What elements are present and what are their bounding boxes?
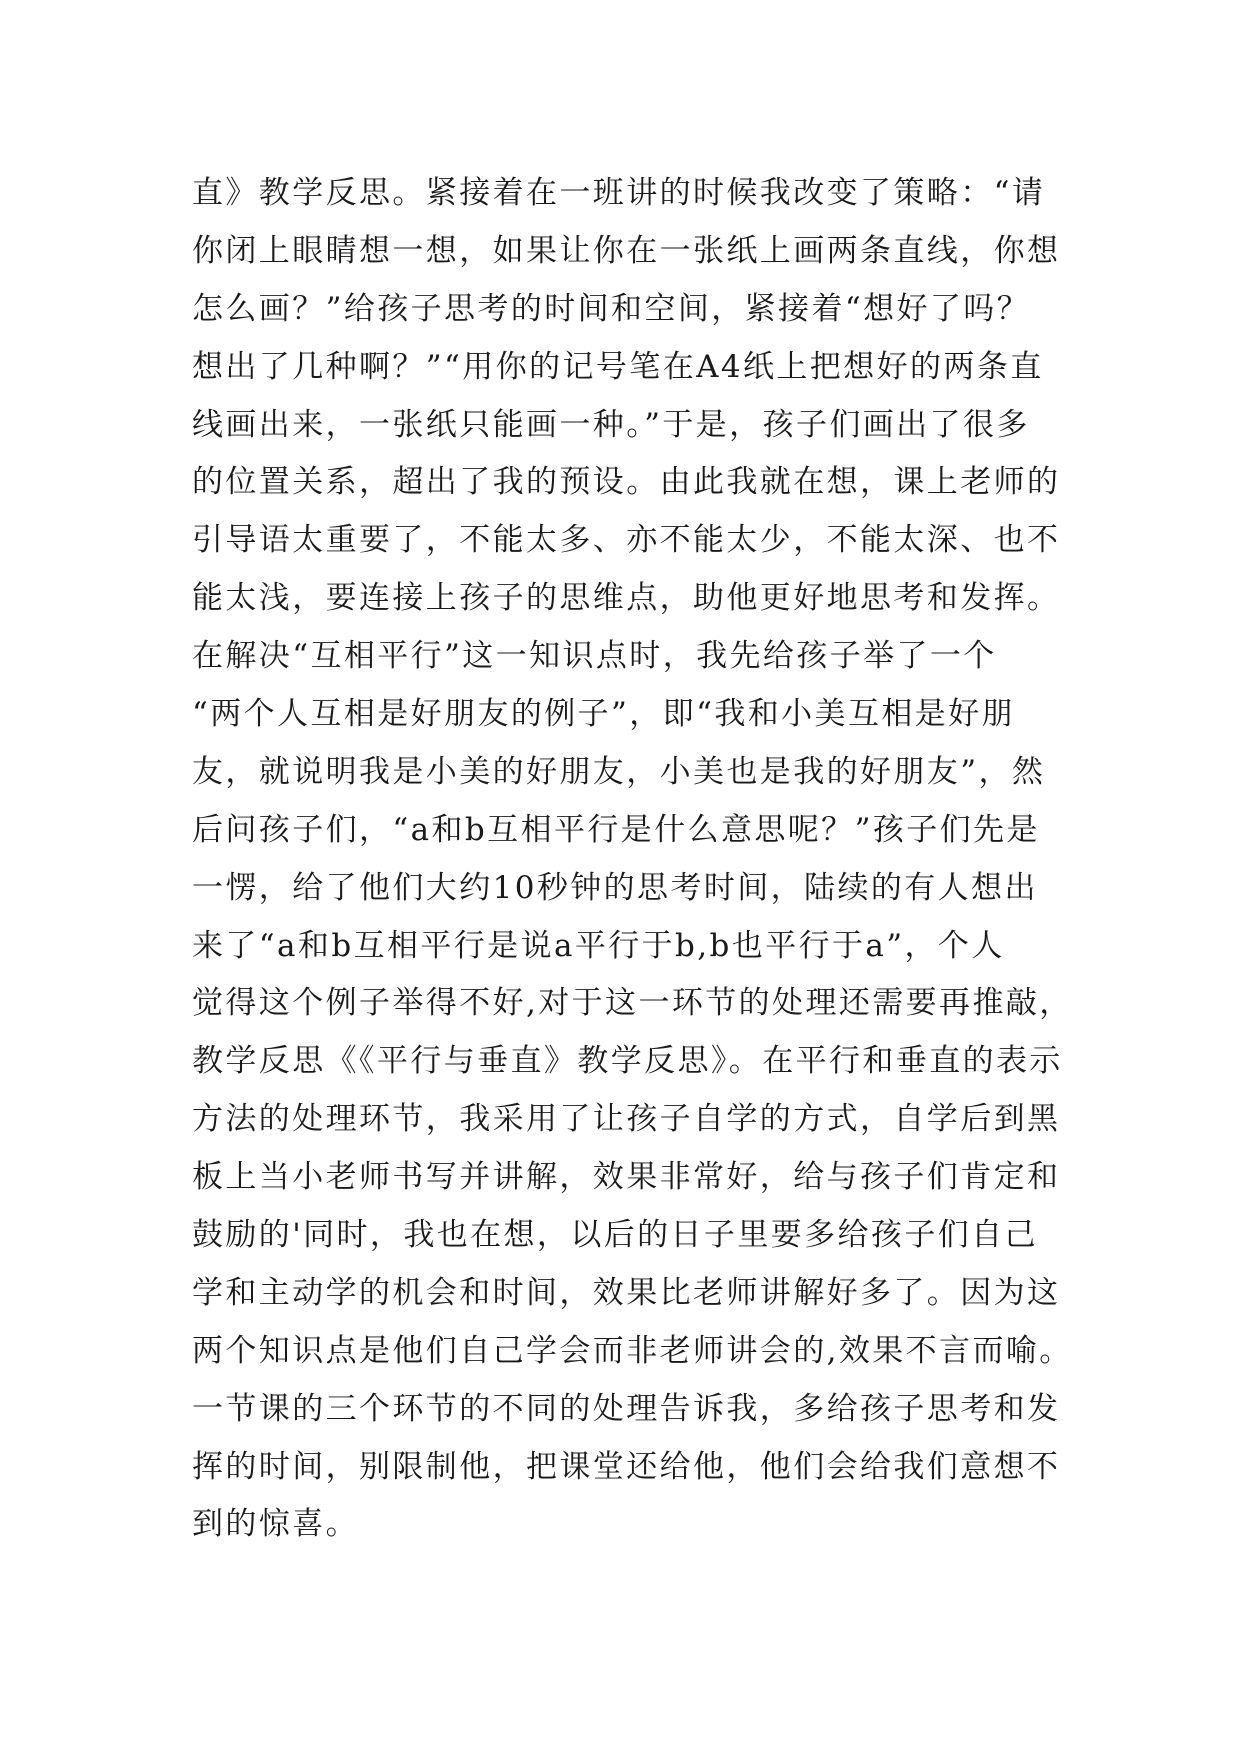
text-line: 来了“a和b互相平行是说a平行于b,b也平行于a”，个人 bbox=[192, 927, 1005, 964]
text-line: 你闭上眼睛想一想，如果让你在一张纸上画两条直线，你想 bbox=[192, 232, 1061, 269]
text-line: 学和主动学的机会和时间，效果比老师讲解好多了。因为这 bbox=[192, 1274, 1061, 1311]
text-line: 能太浅，要连接上孩子的思维点，助他更好地思考和发挥。 bbox=[192, 580, 1061, 617]
text-line: 友，就说明我是小美的好朋友，小美也是我的好朋友”，然 bbox=[192, 753, 1046, 790]
text-line: 到的惊喜。 bbox=[192, 1506, 359, 1543]
text-line: 一节课的三个环节的不同的处理告诉我，多给孩子思考和发 bbox=[192, 1390, 1061, 1427]
text-line: 线画出来，一张纸只能画一种。”于是，孩子们画出了很多 bbox=[192, 406, 1030, 443]
text-line: “两个人互相是好朋友的例子”，即“我和小美互相是好朋 bbox=[192, 696, 1015, 733]
text-line: 方法的处理环节，我采用了让孩子自学的方式，自学后到黑 bbox=[192, 1101, 1061, 1138]
text-line: 怎么画？”给孩子思考的时间和空间，紧接着“想好了吗？ bbox=[192, 290, 1031, 327]
text-line: 一愣，给了他们大约10秒钟的思考时间，陆续的有人想出 bbox=[192, 869, 1038, 906]
text-line: 觉得这个例子举得不好,对于这一环节的处理还需要再推敲， bbox=[192, 985, 1073, 1022]
text-line: 教学反思《《平行与垂直》教学反思》。在平行和垂直的表示 bbox=[192, 1043, 1063, 1080]
text-line: 直》教学反思。紧接着在一班讲的时候我改变了策略：“请 bbox=[192, 175, 1046, 211]
text-line: 后问孩子们，“a和b互相平行是什么意思呢？”孩子们先是 bbox=[192, 811, 1040, 848]
text-line: 引导语太重要了，不能太多、亦不能太少，不能太深、也不 bbox=[192, 522, 1061, 559]
text-line: 板上当小老师书写并讲解，效果非常好，给与孩子们肯定和 bbox=[192, 1159, 1061, 1196]
text-line: 挥的时间，别限制他，把课堂还给他，他们会给我们意想不 bbox=[192, 1448, 1061, 1485]
body-text bbox=[192, 165, 1092, 1554]
text-line: 在解决“互相平行”这一知识点时，我先给孩子举了一个 bbox=[192, 638, 997, 675]
text-line: 想出了几种啊？”“用你的记号笔在A4纸上把想好的两条直 bbox=[192, 348, 1044, 385]
text-line: 的位置关系，超出了我的预设。由此我就在想，课上老师的 bbox=[192, 464, 1061, 501]
text-line: 鼓励的'同时，我也在想，以后的日子里要多给孩子们自己 bbox=[192, 1217, 1038, 1254]
text-line: 两个知识点是他们自己学会而非老师讲会的,效果不言而喻。 bbox=[192, 1332, 1073, 1369]
